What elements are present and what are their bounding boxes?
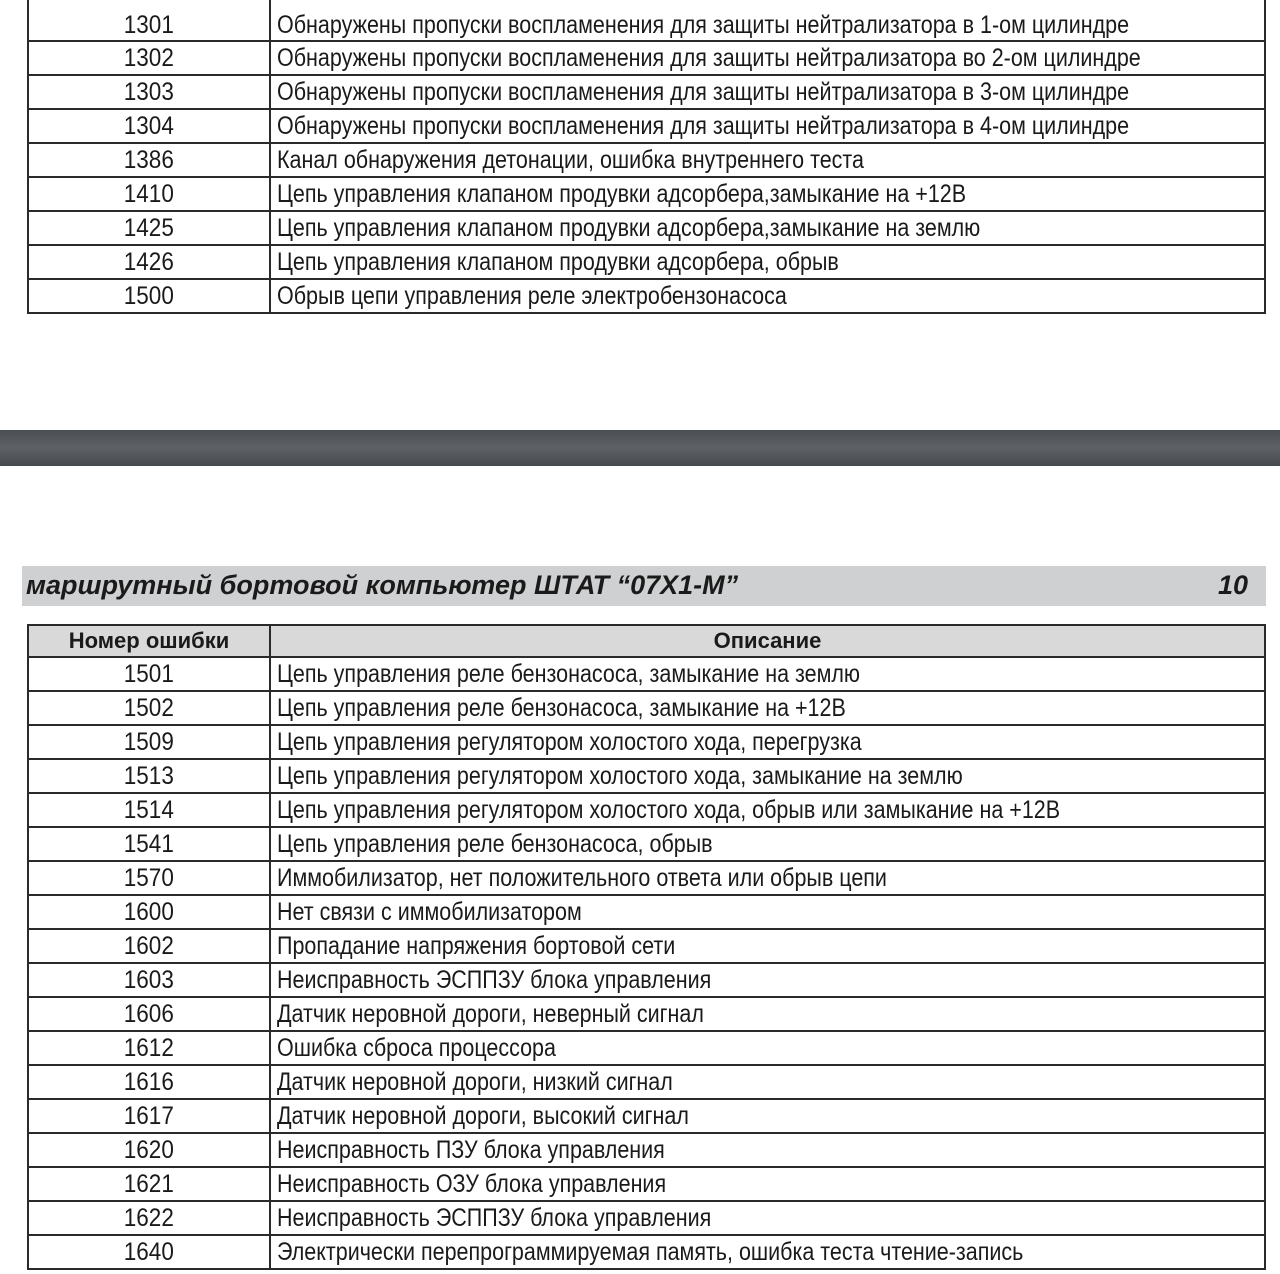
- error-description: Цепь управления клапаном продувки адсорбера, обрыв: [277, 248, 839, 276]
- error-code: 1302: [123, 44, 175, 72]
- error-description: Цепь управления реле бензонасоса, замыкание на +12В: [277, 694, 846, 722]
- error-description: Цепь управления регулятором холостого хода, перегрузка: [277, 728, 862, 756]
- error-description: Обрыв цепи управления реле электробензонасоса: [277, 282, 787, 310]
- error-description-cell: [270, 211, 1265, 245]
- error-description: Цепь управления регулятором холостого хода, обрыв или замыкание на +12В: [277, 796, 1061, 824]
- table-row: [28, 1099, 1265, 1133]
- error-code: 1500: [123, 282, 175, 310]
- table-row: [28, 177, 1265, 211]
- error-code: 1570: [123, 864, 175, 892]
- error-description: Датчик неровной дороги, высокий сигнал: [277, 1102, 689, 1130]
- error-code: 1541: [123, 830, 175, 858]
- table-row: [28, 1133, 1265, 1167]
- error-code-cell: [28, 1167, 270, 1201]
- error-code-cell: [28, 109, 270, 143]
- error-code: 1616: [123, 1068, 175, 1096]
- error-description-cell: [270, 691, 1265, 725]
- error-code-cell: [28, 41, 270, 75]
- error-code-cell: [28, 793, 270, 827]
- error-description: Обнаружены пропуски воспламенения для защиты нейтрализатора в 1-ом цилиндре: [277, 11, 1130, 39]
- error-description-cell: [270, 929, 1265, 963]
- error-description-cell: [270, 895, 1265, 929]
- error-description-cell: [270, 1133, 1265, 1167]
- error-code: 1502: [123, 694, 175, 722]
- error-description-cell: [270, 759, 1265, 793]
- error-code: 1303: [123, 78, 175, 106]
- error-code-cell: [28, 0, 270, 41]
- error-description: Неисправность ЭСППЗУ блока управления: [277, 966, 712, 994]
- error-code-cell: [28, 827, 270, 861]
- table-row: [28, 211, 1265, 245]
- error-description: Датчик неровной дороги, низкий сигнал: [277, 1068, 673, 1096]
- error-description: Обнаружены пропуски воспламенения для защиты нейтрализатора во 2-ом цилиндре: [277, 44, 1141, 72]
- error-code-cell: [28, 929, 270, 963]
- error-table-top: [27, 0, 1266, 314]
- error-code: 1622: [123, 1204, 175, 1232]
- table-header-row: [28, 625, 1265, 657]
- table-row: [28, 861, 1265, 895]
- error-code: 1410: [123, 180, 175, 208]
- error-description-cell: [270, 657, 1265, 691]
- error-description-cell: [270, 41, 1265, 75]
- error-code: 1640: [123, 1238, 175, 1266]
- error-description-cell: [270, 245, 1265, 279]
- error-code-cell: [28, 997, 270, 1031]
- error-description-cell: [270, 177, 1265, 211]
- table-row: [28, 691, 1265, 725]
- table-row: [28, 109, 1265, 143]
- table-row: [28, 1235, 1265, 1269]
- error-description: Неисправность ОЗУ блока управления: [277, 1170, 667, 1198]
- error-description: Цепь управления реле бензонасоса, обрыв: [277, 830, 713, 858]
- error-code-cell: [28, 861, 270, 895]
- column-header-description: Описание: [270, 625, 1265, 657]
- error-description: Неисправность ЭСППЗУ блока управления: [277, 1204, 712, 1232]
- table-row: [28, 1167, 1265, 1201]
- error-code: 1513: [123, 762, 175, 790]
- table-row: [28, 759, 1265, 793]
- error-description-cell: [270, 1099, 1265, 1133]
- table-row: [28, 997, 1265, 1031]
- error-description-cell: [270, 109, 1265, 143]
- error-code-cell: [28, 143, 270, 177]
- table-row: [28, 1065, 1265, 1099]
- error-description: Цепь управления клапаном продувки адсорбера,замыкание на +12В: [277, 180, 967, 208]
- error-description: Электрически перепрограммируемая память, ошибка теста чтение-запись: [277, 1238, 1024, 1266]
- error-code-cell: [28, 759, 270, 793]
- error-description: Ошибка сброса процессора: [277, 1034, 556, 1062]
- error-code: 1617: [123, 1102, 175, 1130]
- error-code: 1600: [123, 898, 175, 926]
- error-code: 1304: [123, 112, 175, 140]
- error-description-cell: [270, 75, 1265, 109]
- error-description: Иммобилизатор, нет положительного ответа или обрыв цепи: [277, 864, 887, 892]
- page-number: 10: [1217, 570, 1248, 600]
- table-row: [28, 1201, 1265, 1235]
- error-code-cell: [28, 963, 270, 997]
- error-code: 1386: [123, 146, 175, 174]
- table-row: [28, 1031, 1265, 1065]
- error-description-cell: [270, 0, 1265, 41]
- error-code-cell: [28, 177, 270, 211]
- error-code-cell: [28, 725, 270, 759]
- error-description-cell: [270, 1201, 1265, 1235]
- error-description-cell: [270, 279, 1265, 313]
- error-description-cell: [270, 827, 1265, 861]
- error-code-cell: [28, 211, 270, 245]
- error-code: 1514: [123, 796, 175, 824]
- error-code-cell: [28, 279, 270, 313]
- error-code-cell: [28, 75, 270, 109]
- error-description: Цепь управления регулятором холостого хода, замыкание на землю: [277, 762, 963, 790]
- error-description-cell: [270, 143, 1265, 177]
- table-row: [28, 41, 1265, 75]
- error-description: Датчик неровной дороги, неверный сигнал: [277, 1000, 704, 1028]
- page-title: маршрутный бортовой компьютер ШТАТ “07Х1-М”: [26, 570, 739, 600]
- error-description-cell: [270, 1031, 1265, 1065]
- error-description: Обнаружены пропуски воспламенения для защиты нейтрализатора в 3-ом цилиндре: [277, 78, 1130, 106]
- error-description: Нет связи с иммобилизатором: [277, 898, 582, 926]
- table-row: [28, 929, 1265, 963]
- error-code: 1612: [123, 1034, 175, 1062]
- error-code-cell: [28, 1235, 270, 1269]
- error-description-cell: [270, 1167, 1265, 1201]
- table-row: [28, 657, 1265, 691]
- page-separator: [0, 430, 1280, 466]
- error-code: 1501: [123, 660, 175, 688]
- error-description: Цепь управления клапаном продувки адсорбера,замыкание на землю: [277, 214, 981, 242]
- error-description-cell: [270, 725, 1265, 759]
- error-code-cell: [28, 1201, 270, 1235]
- error-code: 1621: [123, 1170, 175, 1198]
- error-code-cell: [28, 1133, 270, 1167]
- error-code: 1620: [123, 1136, 175, 1164]
- error-code-cell: [28, 1065, 270, 1099]
- error-description: Цепь управления реле бензонасоса, замыкание на землю: [277, 660, 861, 688]
- error-code-cell: [28, 245, 270, 279]
- error-code-cell: [28, 1099, 270, 1133]
- error-table-bottom: [27, 624, 1266, 1270]
- error-code: 1602: [123, 932, 175, 960]
- table-row: [28, 245, 1265, 279]
- error-description-cell: [270, 793, 1265, 827]
- error-code: 1509: [123, 728, 175, 756]
- table-row: [28, 75, 1265, 109]
- error-code: 1301: [123, 11, 175, 39]
- column-header-code: Номер ошибки: [28, 625, 270, 657]
- error-description-cell: [270, 1235, 1265, 1269]
- table-row: [28, 963, 1265, 997]
- table-row: [28, 143, 1265, 177]
- page-header: [22, 566, 1266, 606]
- error-code: 1425: [123, 214, 175, 242]
- error-code: 1603: [123, 966, 175, 994]
- table-row: [28, 279, 1265, 313]
- error-code-cell: [28, 691, 270, 725]
- error-description-cell: [270, 997, 1265, 1031]
- error-description-cell: [270, 1065, 1265, 1099]
- table-row: [28, 725, 1265, 759]
- error-code-cell: [28, 657, 270, 691]
- error-code-cell: [28, 895, 270, 929]
- table-row: [28, 793, 1265, 827]
- table-row: [28, 895, 1265, 929]
- table-row: [28, 827, 1265, 861]
- error-description: Обнаружены пропуски воспламенения для защиты нейтрализатора в 4-ом цилиндре: [277, 112, 1130, 140]
- error-description: Канал обнаружения детонации, ошибка внутреннего теста: [277, 146, 864, 174]
- error-description-cell: [270, 963, 1265, 997]
- error-code: 1606: [123, 1000, 175, 1028]
- error-description: Пропадание напряжения бортовой сети: [277, 932, 676, 960]
- error-code: 1426: [123, 248, 175, 276]
- error-code-cell: [28, 1031, 270, 1065]
- table-row: [28, 0, 1265, 41]
- error-description-cell: [270, 861, 1265, 895]
- error-description: Неисправность ПЗУ блока управления: [277, 1136, 665, 1164]
